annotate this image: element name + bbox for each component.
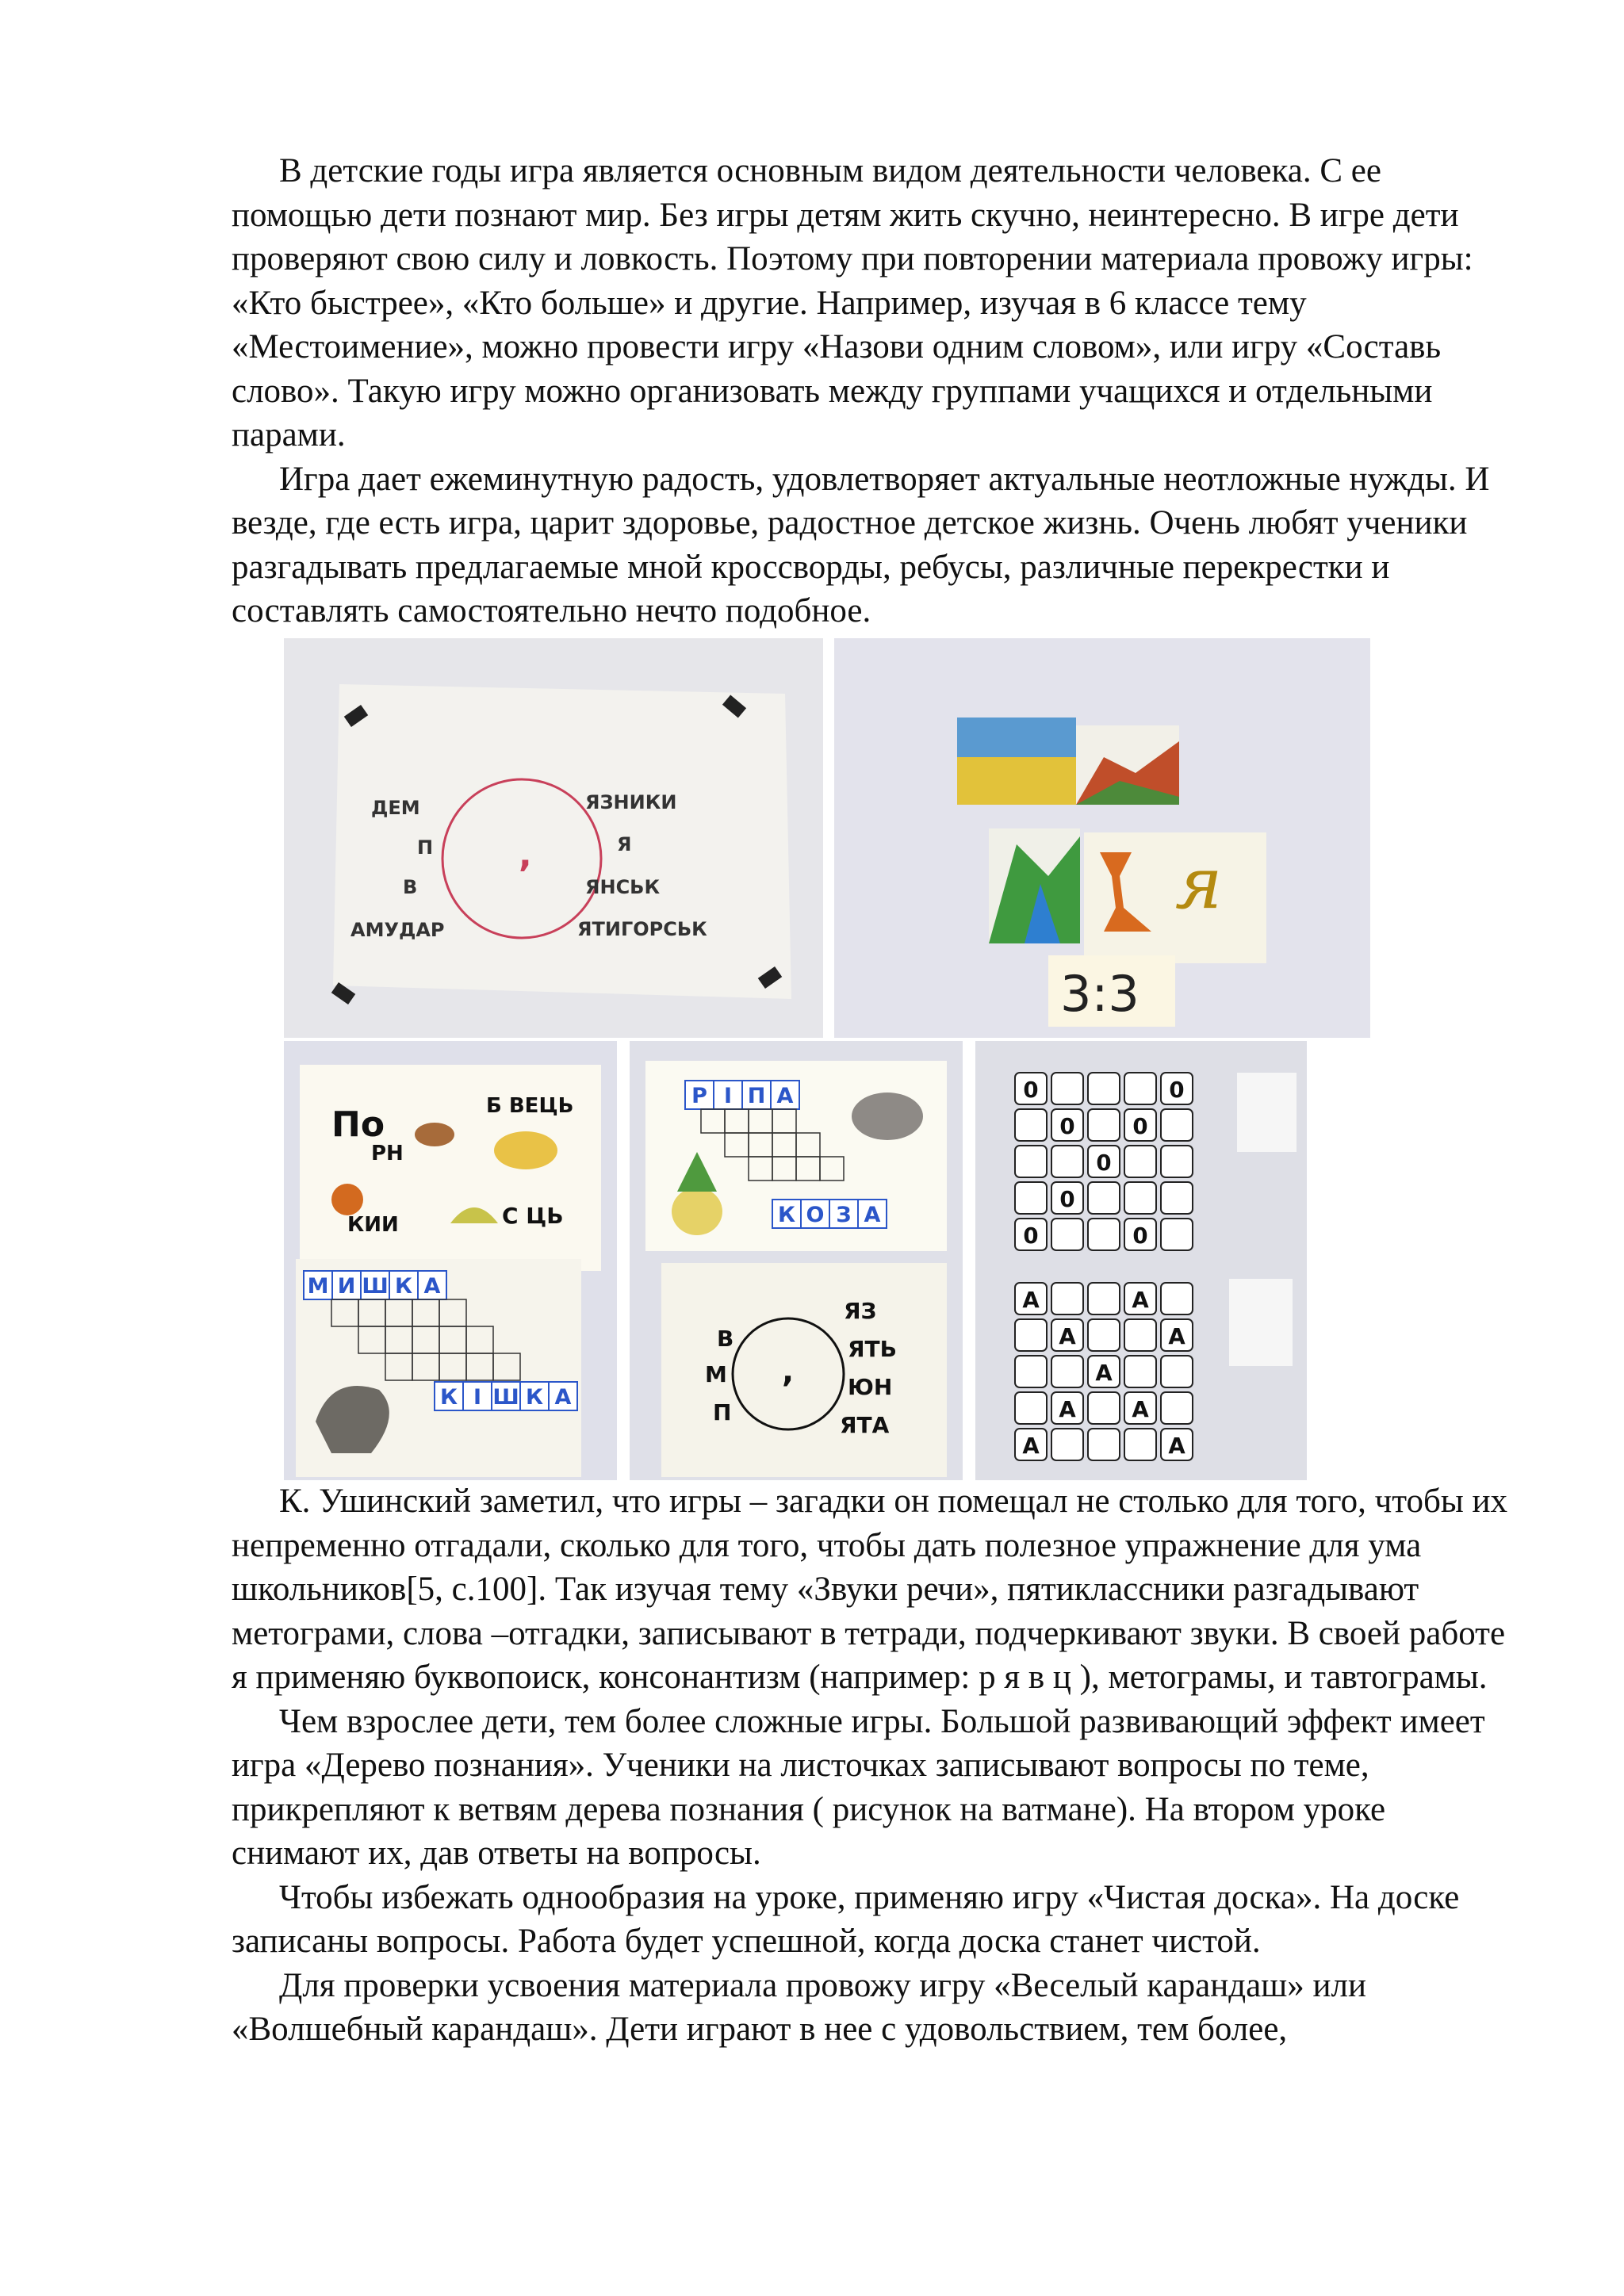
grid-cell	[1051, 1146, 1083, 1177]
grid-cell	[1161, 1283, 1193, 1314]
grid-letter: 0	[1169, 1077, 1185, 1104]
grid-letter: А	[1059, 1396, 1076, 1423]
grid-letter: А	[1168, 1433, 1185, 1460]
crossword-letter: Ш	[362, 1274, 389, 1299]
grid-letter: 0	[1132, 1113, 1148, 1140]
photo-rebus-crossword	[284, 1041, 617, 1480]
grid-cell	[1015, 1109, 1047, 1141]
grid-cell	[1088, 1392, 1120, 1424]
crossword-bottom-word	[435, 1382, 577, 1410]
rebus-text: Б ВЕЦЬ	[486, 1094, 574, 1118]
crossword-letter: А	[776, 1084, 794, 1109]
grid-cell	[1161, 1356, 1193, 1387]
grid-letter: 0	[1023, 1223, 1039, 1249]
grid-cell	[1051, 1073, 1083, 1104]
paragraph: Чем взрослее дети, тем более сложные игры. Большой развивающий эффект имеет игра «Дерево познания». Ученики на листочках записывают вопросы по теме, прикрепляют к ветвям дерева познания ( рисунок на ватмане). На втором уроке снимают их, дав ответы на вопросы.	[232, 1702, 1485, 1872]
grid-letter: А	[1168, 1323, 1185, 1350]
crossword-letter: Ш	[492, 1385, 519, 1410]
crossword-letter: А	[864, 1203, 881, 1228]
crossword-letter: О	[806, 1203, 825, 1228]
crossword-letter: І	[473, 1385, 482, 1410]
letter-grid-top	[1015, 1073, 1193, 1250]
letter-grid-bottom	[1015, 1283, 1193, 1460]
grid-letter: А	[1095, 1360, 1113, 1387]
crossword-letter: К	[439, 1385, 458, 1410]
grid-cell	[1124, 1429, 1156, 1460]
grid-cell	[1088, 1073, 1120, 1104]
paragraph: Для проверки усвоения материала провожу игру «Веселый карандаш» или «Волшебный карандаш». Дети играют в нее с удовольствием, тем более,	[232, 1966, 1367, 2048]
grid-letter: А	[1132, 1287, 1149, 1314]
grid-cell	[1015, 1392, 1047, 1424]
grid-cell	[1051, 1283, 1083, 1314]
grid-cell	[1124, 1146, 1156, 1177]
crossword-letter: К	[394, 1274, 413, 1299]
grid-cell	[1088, 1109, 1120, 1141]
paragraph: К. Ушинский заметил, что игры – загадки он помещал не столько для того, чтобы их непременно отгадали, сколько для того, чтобы дать полезное упражнение для ума школьников[5, с.100]. Так изучая тему «Звуки речи», пятиклассники разгадывают метограми, слова –отгадки, записывают в тетради, подчеркивают звуки. В своей работе я применяю буквопоиск, консонантизм (например: р я в ц ), метограмы, и тавтограмы.	[232, 1483, 1508, 1696]
grid-cell	[1015, 1182, 1047, 1214]
grid-letter: 0	[1059, 1113, 1075, 1140]
paragraph: Чтобы избежать однообразия на уроке, применяю игру «Чистая доска». На доске записаны вопросы. Работа будет успешной, когда доска станет чистой.	[232, 1878, 1460, 1960]
grid-cell	[1088, 1283, 1120, 1314]
rebus-text: С ЦЬ	[502, 1203, 564, 1229]
paragraph: Игра дает ежеминутную радость, удовлетворяет актуальные неотложные нужды. И везде, где есть игра, царит здоровье, радостное детское жизнь. Очень любят ученики разгадывать предлагаемые мной кроссворды, ребусы, различные перекрестки и составлять самостоятельно нечто подобное.	[232, 460, 1490, 629]
circle-word: ЮН	[848, 1374, 893, 1400]
grid-letter: А	[1022, 1287, 1040, 1314]
circle-center: ,	[782, 1353, 795, 1390]
grid-letter: 0	[1132, 1223, 1148, 1249]
circle-letter: М	[705, 1361, 727, 1387]
grid-cell	[1088, 1182, 1120, 1214]
grid-cell	[1015, 1146, 1047, 1177]
grid-cell	[1088, 1219, 1120, 1250]
circle-word: ЯЗ	[844, 1298, 877, 1324]
rebus-text: РН	[371, 1142, 404, 1165]
grid-cell	[1161, 1146, 1193, 1177]
crossword-letter: К	[777, 1203, 796, 1228]
circle-letter: В	[717, 1326, 734, 1352]
photo-crossword-circle	[630, 1041, 963, 1480]
crossword-letter: К	[525, 1385, 544, 1410]
grid-cell	[1124, 1319, 1156, 1351]
circle-word: ЯТИГОРСЬК	[577, 918, 707, 940]
circle-word: Я	[617, 833, 632, 855]
crossword-letter: И	[337, 1274, 356, 1299]
circle-letter: П	[713, 1399, 732, 1425]
crossword-letter: Р	[691, 1084, 707, 1109]
crossword-letter: І	[723, 1084, 733, 1109]
circle-word: ЯТА	[840, 1412, 890, 1438]
grid-cell	[1161, 1182, 1193, 1214]
crossword-letter: З	[836, 1203, 852, 1228]
grid-cell	[1161, 1219, 1193, 1250]
grid-letter: А	[1059, 1323, 1076, 1350]
grid-cell	[1051, 1356, 1083, 1387]
crossword-letter: М	[307, 1274, 329, 1299]
rebus-text: КИИ	[347, 1213, 399, 1237]
crossword-letter: А	[554, 1385, 572, 1410]
grid-cell	[1161, 1392, 1193, 1424]
rebus-text: По	[331, 1104, 385, 1145]
crossword-letter: А	[423, 1274, 441, 1299]
ratio-label: 3:3	[1060, 965, 1139, 1023]
grid-cell	[1161, 1109, 1193, 1141]
grid-cell	[1015, 1319, 1047, 1351]
grid-letter: 0	[1023, 1077, 1039, 1104]
grid-letter: А	[1022, 1433, 1040, 1460]
circle-word: АМУДАР	[350, 919, 445, 941]
photo-letter-grids	[975, 1041, 1307, 1480]
circle-word: ЯТЬ	[848, 1336, 898, 1362]
big-letter: я	[1175, 842, 1223, 925]
grid-cell	[1015, 1356, 1047, 1387]
grid-cell	[1124, 1356, 1156, 1387]
crossword-bottom-word	[772, 1200, 887, 1228]
circle-word: В	[403, 876, 418, 898]
grid-cell	[1088, 1429, 1120, 1460]
photo-picture-board	[834, 638, 1370, 1038]
circle-word: ДЕМ	[371, 797, 420, 819]
circle-center: ,	[519, 835, 532, 875]
grid-letter: 0	[1096, 1150, 1112, 1177]
circle-word: ЯЗНИКИ	[585, 791, 677, 813]
circle-word: П	[417, 836, 434, 859]
circle-word: ЯНСЬК	[585, 876, 661, 898]
crossword-top-word	[304, 1271, 446, 1299]
grid-cell	[1124, 1073, 1156, 1104]
photo-circle-puzzle	[284, 638, 823, 1038]
grid-letter: А	[1132, 1396, 1149, 1423]
grid-cell	[1124, 1182, 1156, 1214]
crossword-top-word	[685, 1081, 799, 1109]
grid-cell	[1051, 1429, 1083, 1460]
paragraph: В детские годы игра является основным видом деятельности человека. С ее помощью дети познают мир. Без игры детям жить скучно, неинтересно. В игре дети проверяют свою силу и ловкость. Поэтому при повторении материала провожу игры: «Кто быстрее», «Кто больше» и другие. Например, изучая в 6 классе тему «Местоимение», можно провести игру «Назови одним словом», или игру «Составь слово». Такую игру можно организовать между группами учащихся и отдельными парами.	[232, 152, 1473, 453]
grid-cell	[1088, 1319, 1120, 1351]
text-block-top	[232, 149, 1510, 633]
crossword-letter: П	[747, 1084, 766, 1109]
grid-cell	[1051, 1219, 1083, 1250]
grid-letter: 0	[1059, 1186, 1075, 1213]
text-block-bottom	[232, 1479, 1510, 2052]
